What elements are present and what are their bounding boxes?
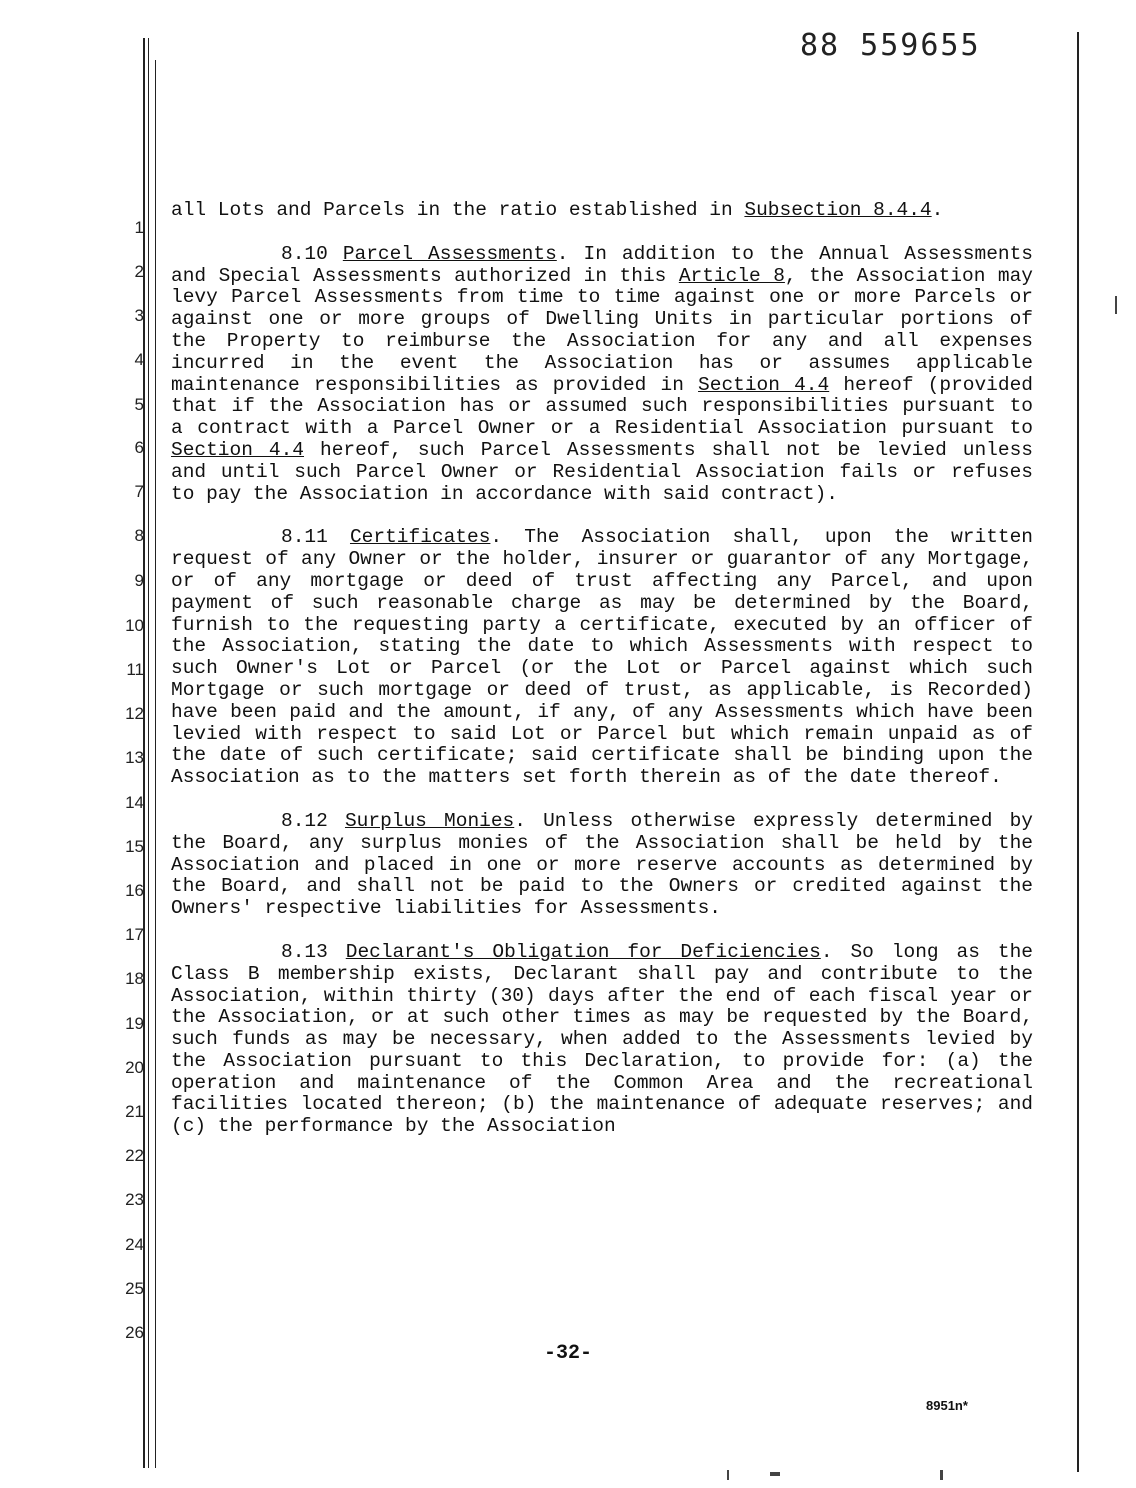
line-number: 18	[125, 969, 144, 988]
section-number: 8.10	[281, 242, 328, 265]
section-title: Certificates	[349, 526, 491, 549]
section-title: Surplus Monies	[344, 809, 515, 832]
section-8-13	[171, 942, 1033, 1138]
section-number: 8.11	[281, 526, 328, 549]
section-title: Parcel Assessments	[342, 242, 557, 265]
line-number: 23	[125, 1190, 144, 1209]
paragraph-text: .	[931, 199, 944, 221]
section-number: 8.13	[281, 940, 328, 963]
section-8-11	[171, 527, 1033, 789]
scan-mark	[770, 1472, 780, 1476]
paragraph-text: . Unless otherwise expressly determined by the Board, any surplus monies of the Association shall be held by the Association and placed in one or more reserve accounts as determined by the Board, and shall not be paid to the Owners or credited against the Owners' respective liabilities for Assessments.	[171, 809, 1033, 920]
line-number: 12	[125, 704, 144, 723]
line-number: 5	[134, 395, 144, 414]
subsection-reference: Subsection 8.4.4	[744, 199, 932, 221]
line-number: 10	[125, 616, 144, 635]
page-number: -32-	[543, 1342, 592, 1365]
line-number: 24	[125, 1235, 144, 1254]
section-title: Declarant's Obligation for Deficiencies	[345, 940, 821, 963]
scan-mark	[1115, 296, 1117, 314]
paragraph-text: all Lots and Parcels in the ratio established in	[171, 199, 745, 221]
line-number: 7	[134, 482, 144, 501]
left-margin-rule-3	[155, 60, 156, 1468]
right-margin-rule	[1077, 32, 1079, 1472]
scan-mark	[727, 1470, 729, 1480]
line-number: 3	[134, 306, 144, 325]
paragraph-text: . So long as the Class B membership exists, Declarant shall pay and contribute to the Association, within thirty (30) days after the end of each fiscal year or the Association, or at such other times as may be requested by the Board, such funds as may be necessary, when added to the Assessments levied by the Association pursuant to this Declaration, to provide for: (a) the operation and maintenance of the Common Area and the recreational facilities located thereon; (b) the maintenance of adequate reserves; and (c) the performance by the Association	[171, 940, 1033, 1138]
line-number: 15	[125, 837, 144, 856]
line-number: 11	[126, 660, 144, 679]
scan-mark	[940, 1470, 943, 1480]
line-number: 26	[125, 1323, 144, 1342]
article-reference: Article 8	[678, 264, 785, 287]
section-reference: Section 4.4	[698, 373, 830, 396]
line-number: 14	[125, 793, 144, 812]
line-number: 22	[125, 1146, 144, 1165]
line-number: 1	[134, 218, 144, 237]
document-body	[171, 200, 1033, 1160]
line-number: 21	[125, 1102, 144, 1121]
document-code: 8951n*	[926, 1398, 968, 1413]
section-8-10	[171, 244, 1033, 506]
line-number: 2	[134, 262, 144, 281]
paragraph-text: . The Association shall, upon the written request of any Owner or the holder, insurer or guarantor of any Mortgage, or of any mortgage or deed of trust affecting any Parcel, and upon payment of such reasonable charge as may be determined by the Board, furnish to the requesting party a certificate, executed by an officer of the Association, stating the date to which Assessments with respect to such Owner's Lot or Parcel (or the Lot or Parcel against which such Mortgage or such mortgage or deed of trust, as applicable, is Recorded) have been paid and the amount, if any, of any Assessments which have been levied with respect to said Lot or Parcel but which remain unpaid as of the date of such certificate; said certificate shall be binding upon the Association as to the matters set forth therein as of the date thereof.	[171, 526, 1033, 789]
section-number: 8.12	[281, 809, 328, 832]
paragraph-text: hereof (provided that if the Association has or assumed such responsibilities pursuant to a contract with a Parcel Owner or a Residential Association pursuant to	[171, 373, 1033, 440]
line-number: 9	[134, 571, 144, 590]
line-number: 16	[125, 881, 144, 900]
line-number: 20	[125, 1058, 144, 1077]
line-number: 13	[125, 748, 144, 767]
line-number: 17	[125, 925, 144, 944]
paragraph-text: , the Association may levy Parcel Assessments from time to time against one or more Parcels or against one or more groups of Dwelling Units in particular portions of the Property to reimburse the Association for any and all expenses incurred in the event the Association has or assumes applicable maintenance responsibilities as provided in	[171, 264, 1033, 396]
line-number: 19	[125, 1014, 144, 1033]
paragraph-text: . In addition to the Annual Assessments and Special Assessments authorized in this	[171, 242, 1034, 287]
line-number: 6	[134, 438, 144, 457]
paragraph-continuation	[171, 200, 1033, 222]
line-number: 4	[134, 350, 144, 369]
document-number: 88 559655	[800, 28, 981, 63]
line-number: 8	[134, 526, 144, 545]
section-8-12	[171, 811, 1033, 920]
paragraph-text: hereof, such Parcel Assessments shall not be levied unless and until such Parcel Owner or Residential Association fails or refuses to pay the Association in accordance with said contract).	[171, 438, 1033, 505]
section-reference: Section 4.4	[171, 438, 305, 461]
left-margin-rule-2	[148, 38, 149, 1468]
line-number: 25	[125, 1279, 144, 1298]
